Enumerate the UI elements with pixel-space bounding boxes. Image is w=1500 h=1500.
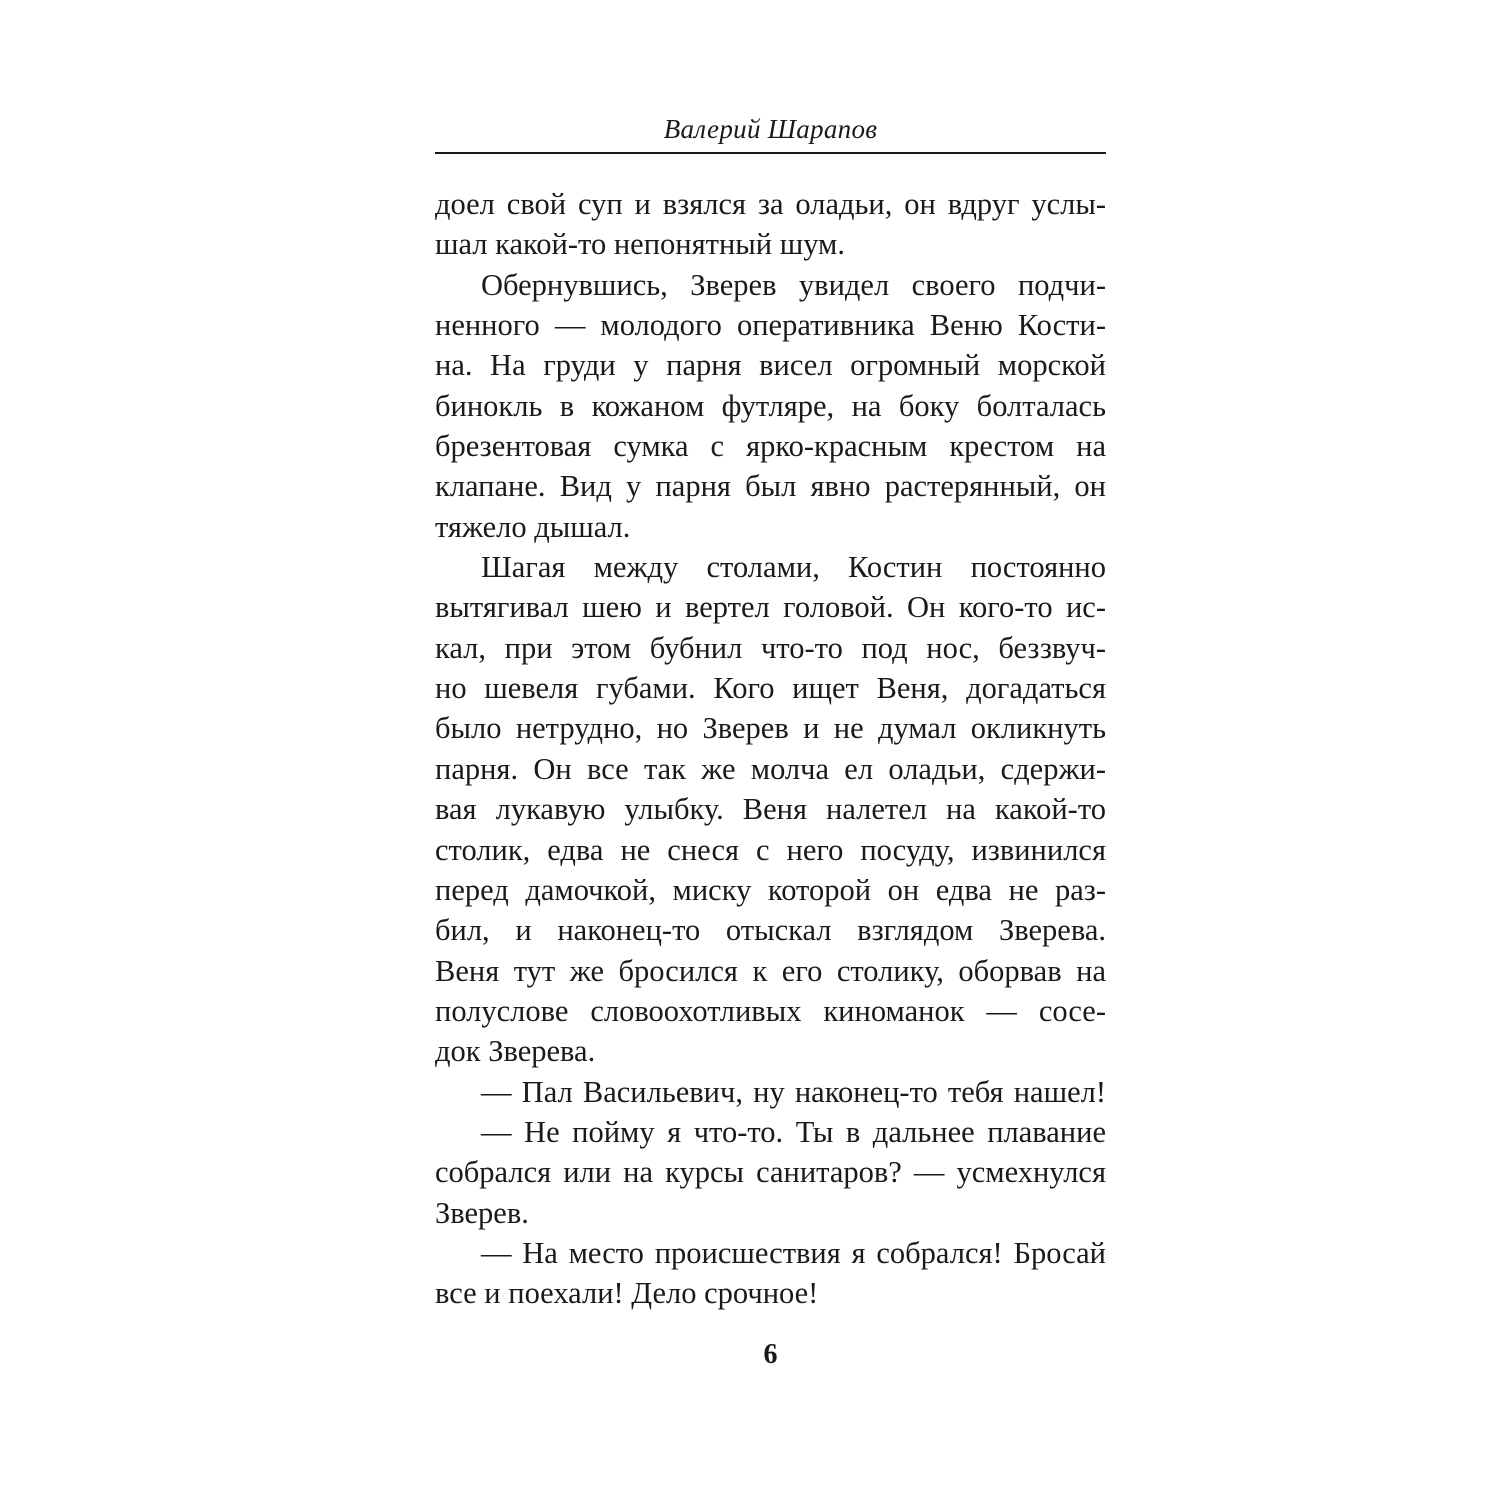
text-line: полуслове словоохотливых киноманок — сосе- [435,993,1106,1028]
dialogue-line: — Не пойму я что-то. Ты в дальнее плавание [481,1114,1106,1149]
text-line: брезентовая сумка с ярко-красным крестом на [435,429,1106,464]
text-line: клапане. Вид у парня был явно растерянный, он [435,469,1106,504]
text-line: шал какой-то непонятный шум. [435,227,845,262]
dialogue-line: — На место происшествия я собрался! Бросай [481,1235,1106,1270]
text-line: бил, и наконец-то отыскал взглядом Зверева. [435,913,1106,948]
text-line: Обернувшись, Зверев увидел своего подчи- [481,267,1106,302]
text-line: на. На груди у парня висел огромный морской [435,348,1106,383]
text-line: ненного — молодого оперативника Веню Кости- [435,308,1106,343]
text-line: вытягивал шею и вертел головой. Он кого-то ис- [435,590,1106,625]
body-text [435,184,1106,1314]
text-line: док Зверева. [435,1034,596,1069]
running-head-author: Валерий Шарапов [663,114,878,144]
text-line: кал, при этом бубнил что-то под нос, беззвуч- [435,630,1106,665]
text-line: перед дамочкой, миску которой он едва не раз- [435,872,1106,907]
dialogue-line: — Пал Васильевич, ну наконец-то тебя нашел! [481,1074,1106,1109]
text-line: было нетрудно, но Зверев и не думал окликнуть [435,711,1106,746]
text-line: столик, едва не снеся с него посуду, извинился [435,832,1106,867]
text-line: Шагая между столами, Костин постоянно [481,550,1106,585]
text-line: Зверев. [435,1195,529,1230]
text-line: доел свой суп и взялся за оладьи, он вдруг услы- [435,187,1106,221]
text-line: собрался или на курсы санитаров? — усмехнулся [435,1155,1106,1190]
text-line: бинокль в кожаном футляре, на боку болталась [435,388,1106,423]
text-line: тяжело дышал. [435,509,631,544]
text-line: вая лукавую улыбку. Веня налетел на какой-то [435,792,1106,827]
text-line: все и поехали! Дело срочное! [435,1276,819,1311]
text-line: парня. Он все так же молча ел оладьи, сдержи- [435,751,1106,786]
text-line: Веня тут же бросился к его столику, оборвав на [435,953,1106,988]
header-rule-divider [435,152,1106,154]
page-number: 6 [763,1339,778,1370]
text-line: но шевеля губами. Кого ищет Веня, догадаться [435,671,1106,706]
